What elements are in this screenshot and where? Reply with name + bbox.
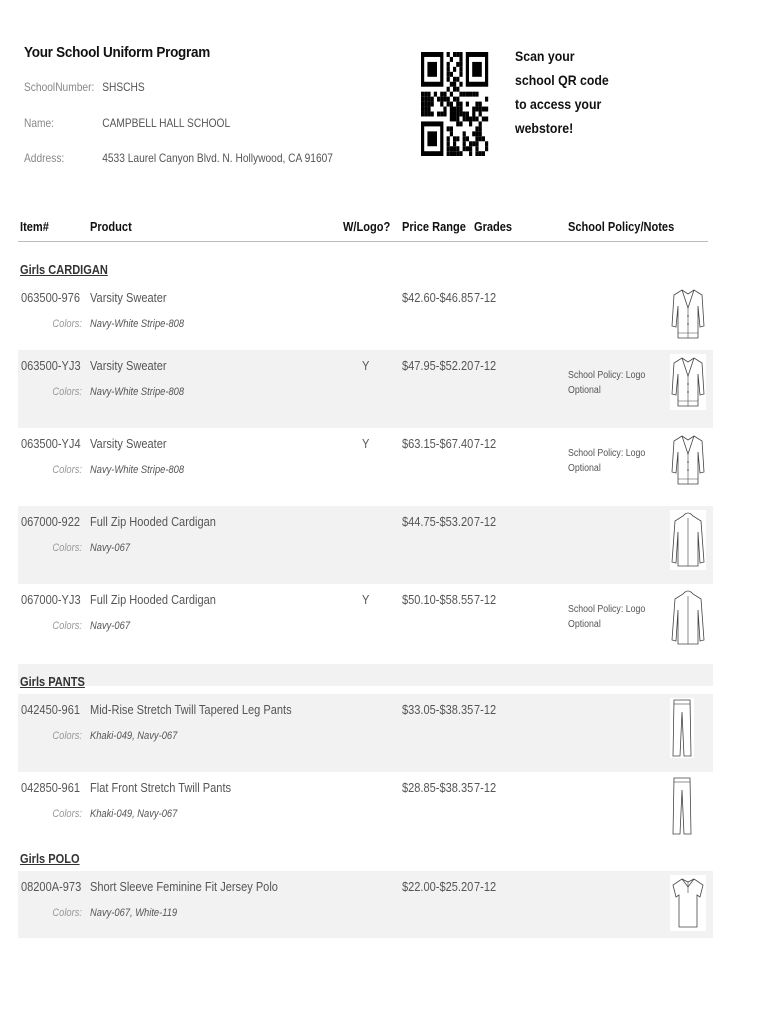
- header-divider: [18, 241, 708, 242]
- grades: 7-12: [474, 702, 497, 717]
- col-notes: School Policy/Notes: [568, 219, 675, 234]
- address-value: 4533 Laurel Canyon Blvd. N. Hollywood, CA 91607: [102, 151, 333, 165]
- category-band: [18, 664, 713, 686]
- school-number-value: SHSCHS: [102, 80, 145, 94]
- grades: 7-12: [474, 879, 497, 894]
- policy-note: School Policy: Logo Optional: [568, 370, 646, 396]
- hoodie-icon[interactable]: [670, 588, 706, 648]
- item-number: 067000-922: [21, 514, 80, 529]
- item-number: 042850-961: [21, 780, 80, 795]
- col-item: Item#: [20, 219, 49, 234]
- polo-icon[interactable]: [670, 875, 706, 931]
- address-row: [24, 151, 333, 165]
- table-row[interactable]: [18, 772, 713, 842]
- grades: 7-12: [474, 780, 497, 795]
- hoodie-icon[interactable]: [670, 510, 706, 570]
- table-row[interactable]: [18, 694, 713, 772]
- grades: 7-12: [474, 290, 497, 305]
- table-row[interactable]: [18, 506, 713, 584]
- product-name: Varsity Sweater: [90, 436, 167, 451]
- price-range: $50.10-$58.55: [402, 592, 474, 607]
- price-range: $47.95-$52.20: [402, 358, 474, 373]
- policy-note: School Policy: Logo Optional: [568, 604, 646, 630]
- school-name-value: CAMPBELL HALL SCHOOL: [102, 116, 231, 130]
- product-name: Varsity Sweater: [90, 290, 167, 305]
- table-row[interactable]: [18, 428, 713, 506]
- product-name: Full Zip Hooded Cardigan: [90, 514, 216, 529]
- colors-value: Navy-067: [90, 620, 131, 632]
- product-name: Varsity Sweater: [90, 358, 167, 373]
- scan-instructions: Scan your school QR code to access your webstore!: [515, 48, 609, 136]
- colors-label: Colors:: [52, 907, 82, 919]
- page-title: Your School Uniform Program: [24, 44, 210, 61]
- colors-value: Navy-067, White-119: [90, 907, 178, 919]
- product-name: Flat Front Stretch Twill Pants: [90, 780, 232, 795]
- product-name: Full Zip Hooded Cardigan: [90, 592, 216, 607]
- logo-flag: Y: [362, 436, 370, 451]
- school-name-label: Name:: [24, 116, 55, 130]
- col-product: Product: [90, 219, 132, 234]
- grades: 7-12: [474, 358, 497, 373]
- item-number: 08200A-973: [21, 879, 82, 894]
- colors-label: Colors:: [52, 730, 82, 742]
- item-number: 042450-961: [21, 702, 80, 717]
- colors-label: Colors:: [52, 620, 82, 632]
- address-label: Address:: [24, 151, 65, 165]
- item-number: 067000-YJ3: [21, 592, 81, 607]
- grades: 7-12: [474, 592, 497, 607]
- price-range: $22.00-$25.20: [402, 879, 474, 894]
- colors-label: Colors:: [52, 318, 82, 330]
- category-heading: Girls CARDIGAN: [20, 262, 108, 277]
- colors-value: Navy-White Stripe-808: [90, 318, 185, 330]
- school-name-row: [24, 116, 230, 130]
- item-number: 063500-YJ4: [21, 436, 81, 451]
- grades: 7-12: [474, 436, 497, 451]
- table-row[interactable]: [18, 282, 713, 350]
- logo-flag: Y: [362, 358, 370, 373]
- sweater-icon[interactable]: [670, 286, 706, 342]
- school-number-row: [24, 80, 145, 94]
- school-number-label: SchoolNumber:: [24, 80, 95, 94]
- colors-label: Colors:: [52, 386, 82, 398]
- colors-label: Colors:: [52, 542, 82, 554]
- item-number: 063500-976: [21, 290, 80, 305]
- price-range: $33.05-$38.35: [402, 702, 474, 717]
- policy-note: School Policy: Logo Optional: [568, 448, 646, 474]
- qr-code-icon[interactable]: [420, 50, 490, 156]
- colors-label: Colors:: [52, 464, 82, 476]
- item-number: 063500-YJ3: [21, 358, 81, 373]
- category-heading: Girls POLO: [20, 851, 80, 866]
- col-price: Price Range: [402, 219, 466, 234]
- logo-flag: Y: [362, 592, 370, 607]
- product-name: Mid-Rise Stretch Twill Tapered Leg Pants: [90, 702, 292, 717]
- table-row[interactable]: [18, 350, 713, 428]
- colors-value: Khaki-049, Navy-067: [90, 730, 178, 742]
- category-heading: Girls PANTS: [20, 674, 85, 689]
- colors-value: Khaki-049, Navy-067: [90, 808, 178, 820]
- price-range: $28.85-$38.35: [402, 780, 474, 795]
- table-row[interactable]: [18, 584, 713, 662]
- colors-value: Navy-White Stripe-808: [90, 386, 185, 398]
- pants-icon[interactable]: [670, 776, 694, 836]
- colors-value: Navy-067: [90, 542, 131, 554]
- col-grades: Grades: [474, 219, 513, 234]
- pants-icon[interactable]: [670, 698, 694, 758]
- table-row[interactable]: [18, 871, 713, 938]
- sweater-icon[interactable]: [670, 354, 706, 410]
- colors-value: Navy-White Stripe-808: [90, 464, 185, 476]
- colors-label: Colors:: [52, 808, 82, 820]
- price-range: $44.75-$53.20: [402, 514, 474, 529]
- sweater-icon[interactable]: [670, 432, 706, 488]
- price-range: $42.60-$46.85: [402, 290, 474, 305]
- grades: 7-12: [474, 514, 497, 529]
- price-range: $63.15-$67.40: [402, 436, 474, 451]
- product-name: Short Sleeve Feminine Fit Jersey Polo: [90, 879, 278, 894]
- col-logo: W/Logo?: [343, 219, 391, 234]
